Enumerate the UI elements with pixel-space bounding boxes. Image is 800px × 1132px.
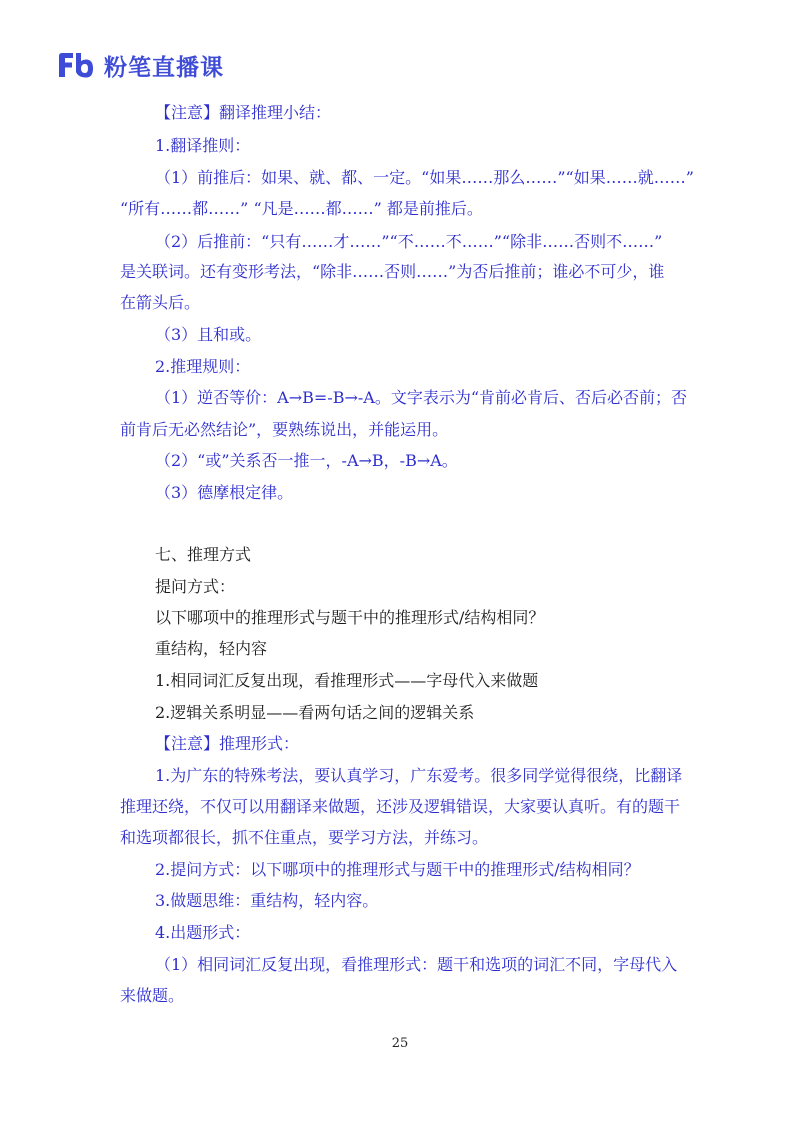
- text-line: 推理还绕，不仅可以用翻译来做题，还涉及逻辑错误，大家要认真听。有的题干: [120, 797, 681, 816]
- text-line: 重结构，轻内容: [155, 639, 268, 658]
- text-line: （1）相同词汇反复出现，看推理形式：题干和选项的词汇不同，字母代入: [155, 955, 678, 974]
- text-line: （1）前推后：如果、就、都、一定。“如果……那么……”“如果……就……”: [155, 168, 694, 187]
- text-line: 1.为广东的特殊考法，要认真学习，广东爱考。很多同学觉得很绕，比翻译: [155, 766, 683, 785]
- text-line: 在箭头后。: [120, 293, 201, 312]
- text-line: （2）后推前：“只有……才……”“不……不……”“除非……否则不……”: [155, 232, 663, 251]
- text-line: （1）逆否等价：A→B=-B→-A。文字表示为“肯前必肯后、否后必否前；否: [155, 388, 688, 407]
- text-line: 是关联词。还有变形考法，“除非……否则……”为否后推前；谁必不可少，谁: [120, 262, 665, 281]
- brand-logo: [56, 50, 224, 80]
- brand-name: 粉笔直播课: [104, 54, 224, 81]
- text-line: 3.做题思维：重结构，轻内容。: [155, 891, 379, 910]
- text-line: “所有……都……” “凡是……都……” 都是前推后。: [120, 199, 483, 218]
- text-line: 2.推理规则：: [155, 357, 251, 376]
- text-line: 【注意】翻译推理小结：: [155, 103, 332, 122]
- section-heading: 七、推理方式: [155, 545, 252, 564]
- text-line: 和选项都很长，抓不住重点，要学习方法，并练习。: [120, 828, 489, 847]
- text-line: 1.翻译推则：: [155, 136, 251, 155]
- text-line: （3）德摩根定律。: [155, 483, 294, 502]
- text-line: 2.逻辑关系明显——看两句话之间的逻辑关系: [155, 703, 475, 722]
- text-line: 【注意】推理形式：: [155, 734, 300, 753]
- text-line: 前肯后无必然结论”，要熟练说出，并能运用。: [120, 420, 449, 439]
- page-number: 25: [391, 1036, 409, 1051]
- text-line: 4.出题形式：: [155, 923, 251, 942]
- fb-logo-icon: [56, 50, 96, 80]
- text-line: （3）且和或。: [155, 325, 262, 344]
- text-line: 来做题。: [120, 986, 185, 1005]
- text-line: 提问方式：: [155, 577, 236, 596]
- text-line: （2）“或”关系否一推一，-A→B，-B→A。: [155, 451, 458, 470]
- text-line: 1.相同词汇反复出现，看推理形式——字母代入来做题: [155, 671, 539, 690]
- text-line: 2.提问方式：以下哪项中的推理形式与题干中的推理形式/结构相同？: [155, 860, 640, 879]
- text-line: 以下哪项中的推理形式与题干中的推理形式/结构相同？: [155, 608, 545, 627]
